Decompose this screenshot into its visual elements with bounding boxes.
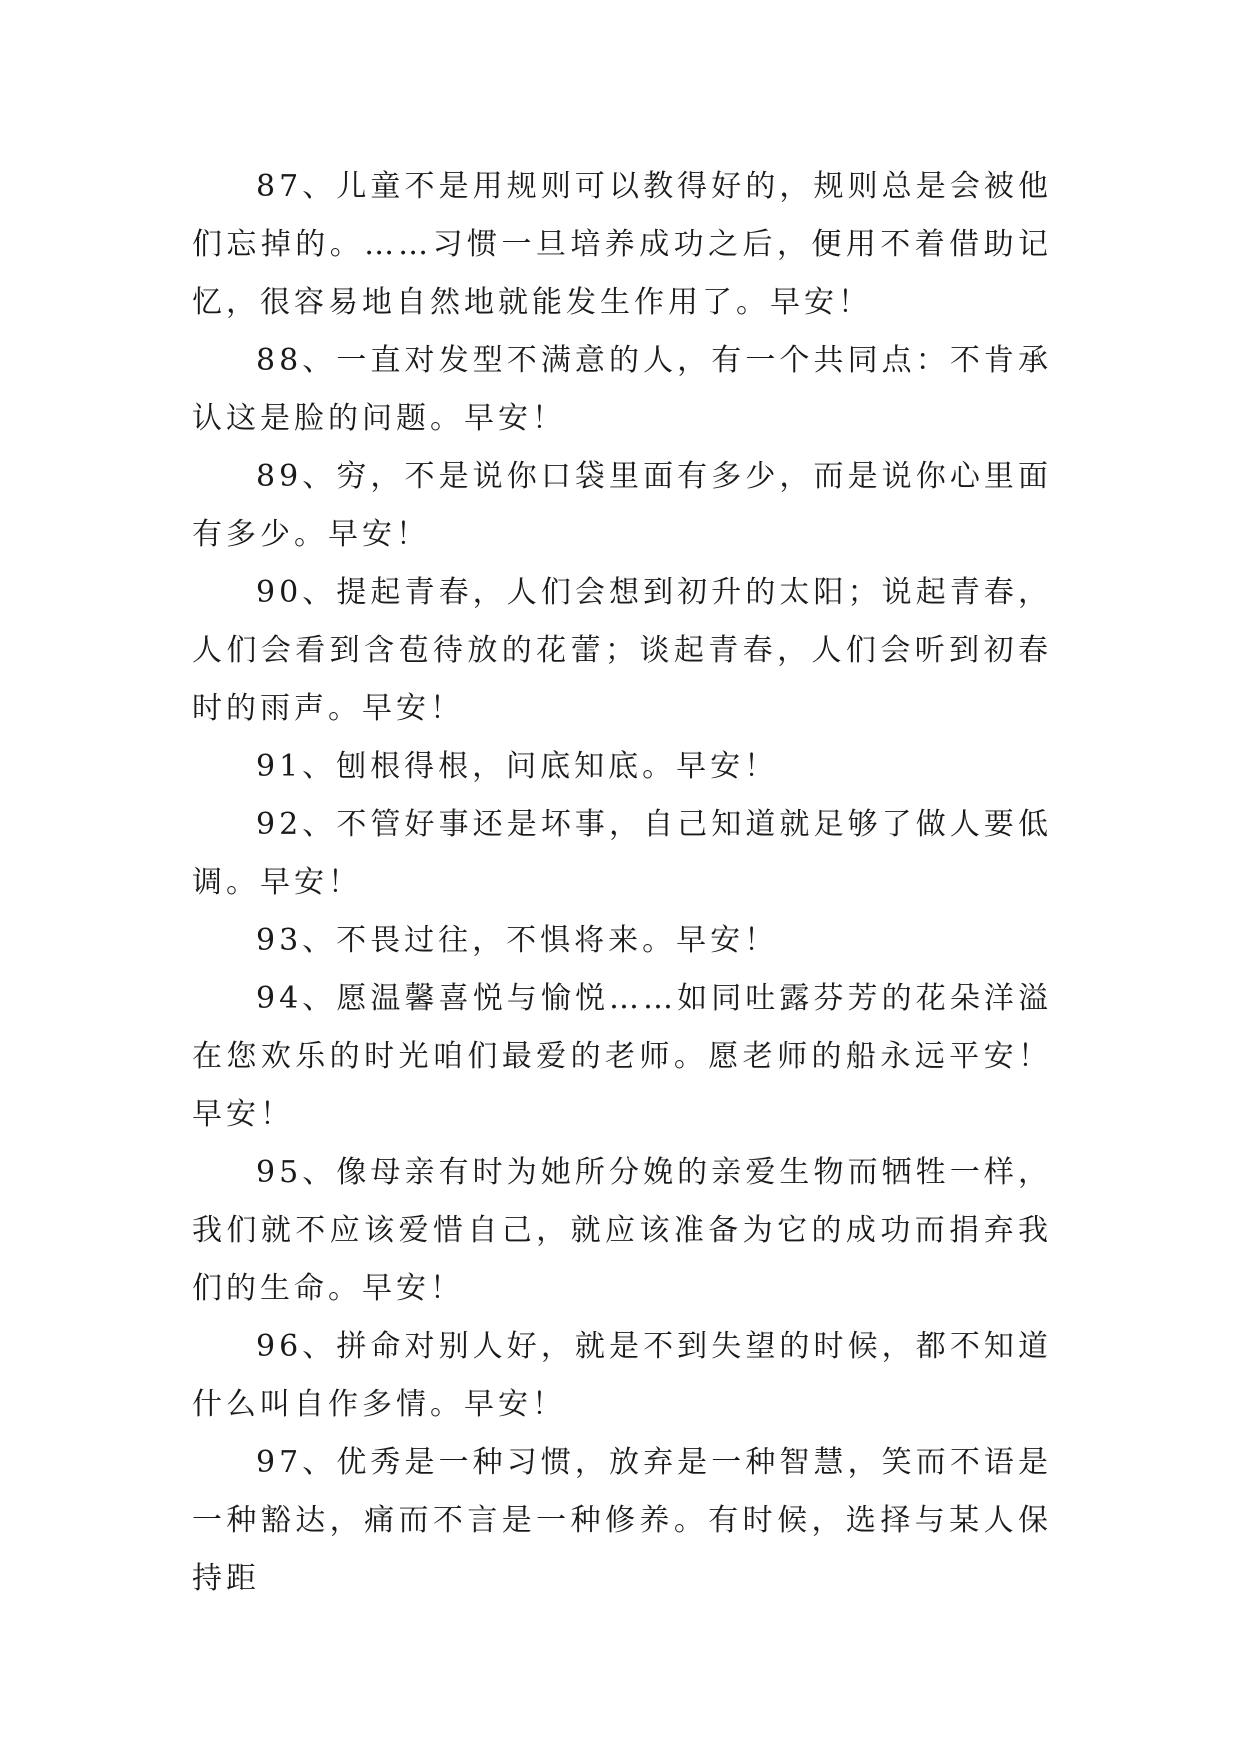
paragraph-91: 91、刨根得根，问底知底。早安！: [256, 749, 779, 784]
paragraph-92: 92、不管好事还是坏事，自己知道就足够了做人要低调。早安！: [192, 807, 1052, 900]
paragraph-95: 95、像母亲有时为她所分娩的亲爱生物而牺牲一样，我们就不应该爱惜自己，就应该准备为它的成功而捐弃我们的生命。早安！: [192, 1155, 1052, 1306]
paragraph-90: 90、提起青春，人们会想到初升的太阳；说起青春，人们会看到含苞待放的花蕾；谈起青春，人们会听到初春时的雨声。早安！: [192, 575, 1052, 726]
paragraph-96: 96、拼命对别人好，就是不到失望的时候，都不知道什么叫自作多情。早安！: [192, 1329, 1052, 1422]
paragraph-87: 87、儿童不是用规则可以教得好的，规则总是会被他们忘掉的。……习惯一旦培养成功之后，便用不着借助记忆，很容易地自然地就能发生作用了。早安！: [192, 169, 1052, 320]
paragraph-88: 88、一直对发型不满意的人，有一个共同点：不肯承认这是脸的问题。早安！: [192, 343, 1052, 436]
paragraph-89: 89、穷，不是说你口袋里面有多少，而是说你心里面有多少。早安！: [192, 459, 1052, 552]
paragraph-93: 93、不畏过往，不惧将来。早安！: [256, 923, 779, 958]
paragraph-94: 94、愿温馨喜悦与愉悦……如同吐露芬芳的花朵洋溢在您欢乐的时光咱们最爱的老师。愿老师的船永远平安！早安！: [192, 981, 1052, 1132]
paragraph-97: 97、优秀是一种习惯，放弃是一种智慧，笑而不语是一种豁达，痛而不言是一种修养。有时候，选择与某人保持距: [192, 1445, 1052, 1596]
document-body: [192, 158, 1052, 1608]
